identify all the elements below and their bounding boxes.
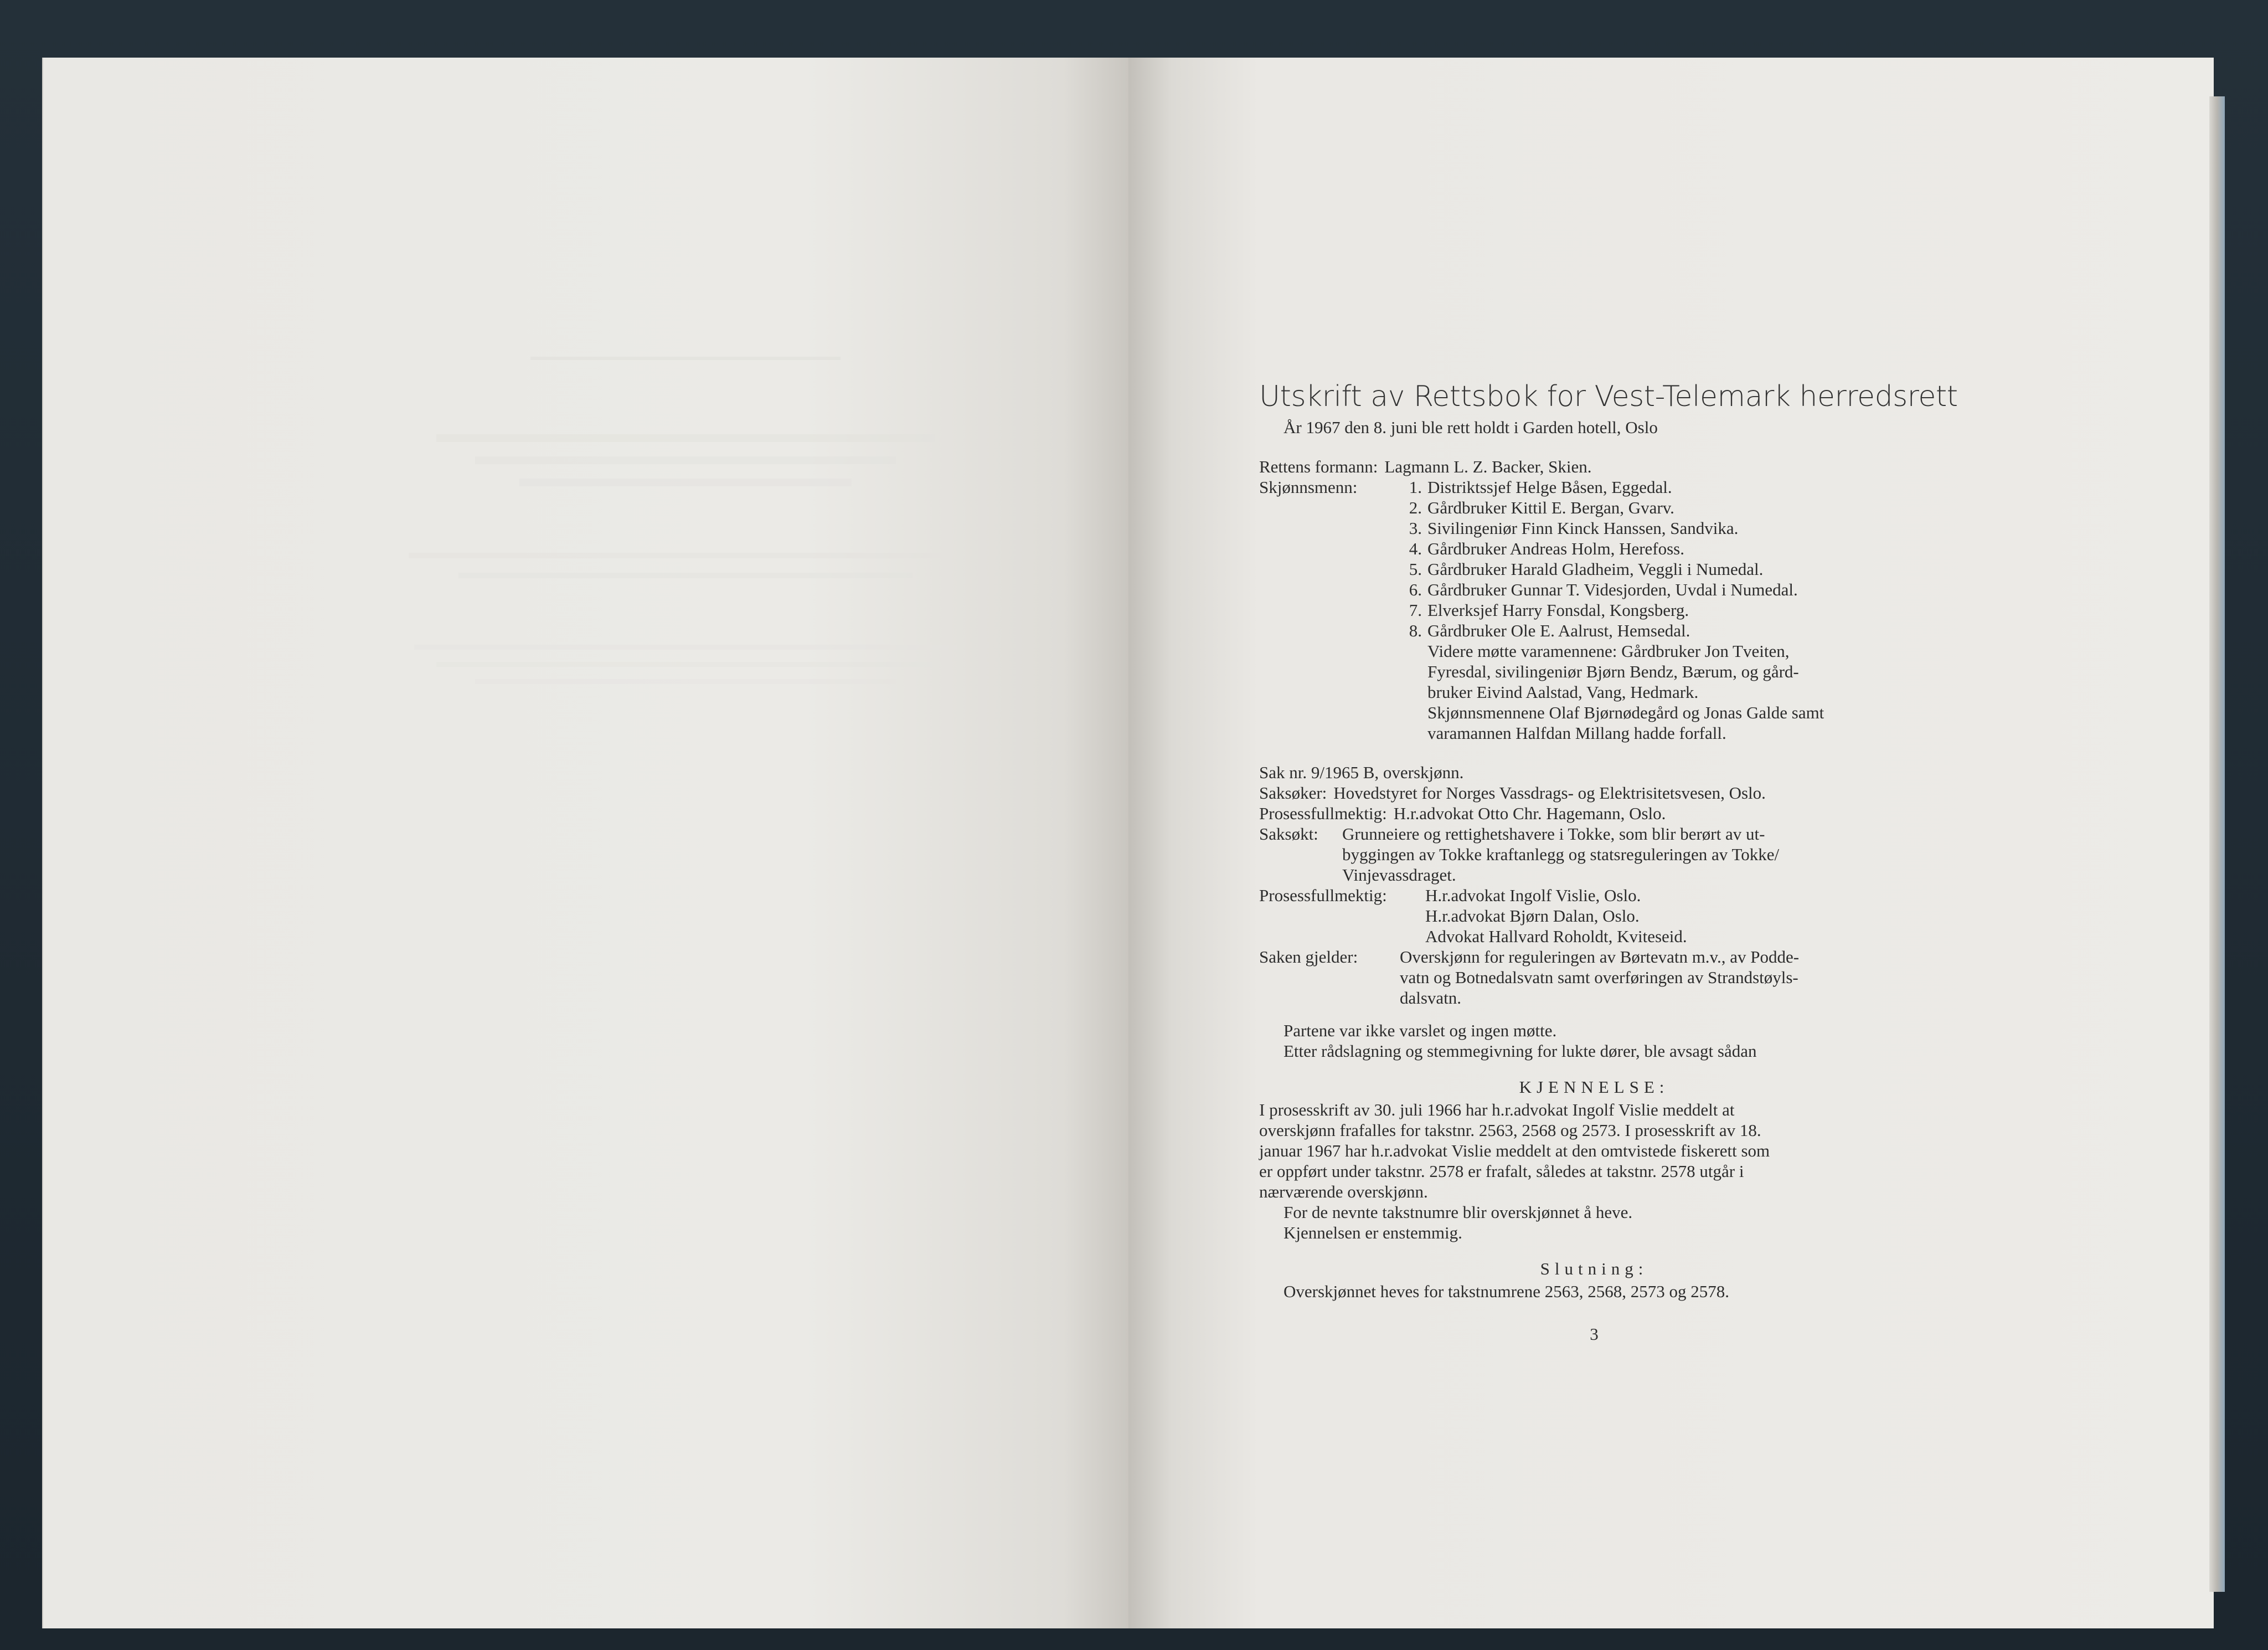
formann-label: Rettens formann: [1259,457,1378,476]
saken-gjelder-row: Saken gjelder: Overskjønn for reguleringen av Børtevatn m.v., av Podde- vatn og Botnedalsvatn samt overføringen av Strandstøyls- dalsvatn. [1259,947,1800,1008]
member-item: 8. Gårdbruker Ole E. Aalrust, Hemsedal. [1409,621,1690,640]
left-page-blank [43,58,1128,1628]
varamenn-paragraph: Videre møtte varamennene: Gårdbruker Jon Tveiten, Fyresdal, sivilingeniør Bjørn Bendz, Bærum, og gård- bruker Eivind Aalstad, Vang, Hedmark. Skjønnsmennene Olaf Bjørnødegård og Jonas Galde samt varamannen Halfdan Millang hadde forfall. [1427,641,1824,743]
page-edges [2209,96,2225,1592]
member-item: 6. Gårdbruker Gunnar T. Videsjorden, Uvdal i Numedal. [1409,580,1798,599]
slutning-heading: Slutning: [1540,1259,1648,1278]
member-item: 2. Gårdbruker Kittil E. Bergan, Gvarv. [1409,498,1674,517]
kjennelse-paragraph: I prosesskrift av 30. juli 1966 har h.r.advokat Ingolf Vislie meddelt at overskjønn frafalles for takstnr. 2563, 2568 og 2573. I prosesskrift av 18. januar 1967 har h.r.advokat Vislie meddelt at den omtvistede fiskerett som er oppført under takstnr. 2578 er frafalt, således at takstnr. 2578 utgår i nærværende overskjønn. [1259,1100,1770,1201]
prosessfullmektig-2-row: Prosessfullmektig: H.r.advokat Ingolf Vislie, Oslo. H.r.advokat Bjørn Dalan, Oslo. Advokat Hallvard Roholdt, Kviteseid. [1259,886,1687,946]
etter-line: Etter rådslagning og stemmegivning for lukte dører, ble avsagt sådan [1284,1041,1757,1061]
kjennelse-heading: KJENNELSE: [1519,1077,1669,1097]
saksoker-row: Saksøker: Hovedstyret for Norges Vassdrags- og Elektrisitetsvesen, Oslo. [1259,783,1766,803]
slutning-line: Overskjønnet heves for takstnumrene 2563, 2568, 2573 og 2578. [1284,1282,1730,1301]
enstemmig-line: Kjennelsen er enstemmig. [1284,1223,1462,1242]
heve-line: For de nevnte takstnumre blir overskjønnet å heve. [1284,1202,1633,1222]
member-item: 5. Gårdbruker Harald Gladheim, Veggli i Numedal. [1409,559,1764,579]
member-item: 7. Elverksjef Harry Fonsdal, Kongsberg. [1409,600,1689,620]
court-record-text [1259,380,1958,1344]
partene-line: Partene var ikke varslet og ingen møtte. [1284,1021,1557,1040]
case-number: Sak nr. 9/1965 B, overskjønn. [1259,763,1464,782]
saksokt-row: Saksøkt: Grunneiere og rettighetshavere i Tokke, som blir berørt av ut- byggingen av Tokke kraftanlegg og statsreguleringen av Tokke/ Vinjevassdraget. [1259,824,1780,885]
prosessfullmektig-1-row: Prosessfullmektig: H.r.advokat Otto Chr. Hagemann, Oslo. [1259,804,1666,823]
member-item: 1. Distriktssjef Helge Båsen, Eggedal. [1409,477,1672,497]
member-item: 4. Gårdbruker Andreas Holm, Herefoss. [1409,539,1685,558]
document-title: Utskrift av Rettsbok for Vest-Telemark herredsrett [1259,380,1958,413]
member-list [1400,477,1929,743]
intro-line: År 1967 den 8. juni ble rett holdt i Garden hotell, Oslo [1284,418,1658,437]
skjonnsmenn-block [1259,477,1929,743]
formann-row [1259,456,1929,477]
formann-value: Lagmann L. Z. Backer, Skien. [1384,457,1592,476]
show-through-heading [353,318,1018,368]
member-item: 3. Sivilingeniør Finn Kinck Hanssen, Sandvika. [1409,518,1739,538]
page-number: 3 [1590,1324,1599,1344]
show-through-lines [353,434,1018,684]
skjonnsmenn-label: Skjønnsmenn: [1259,477,1358,497]
